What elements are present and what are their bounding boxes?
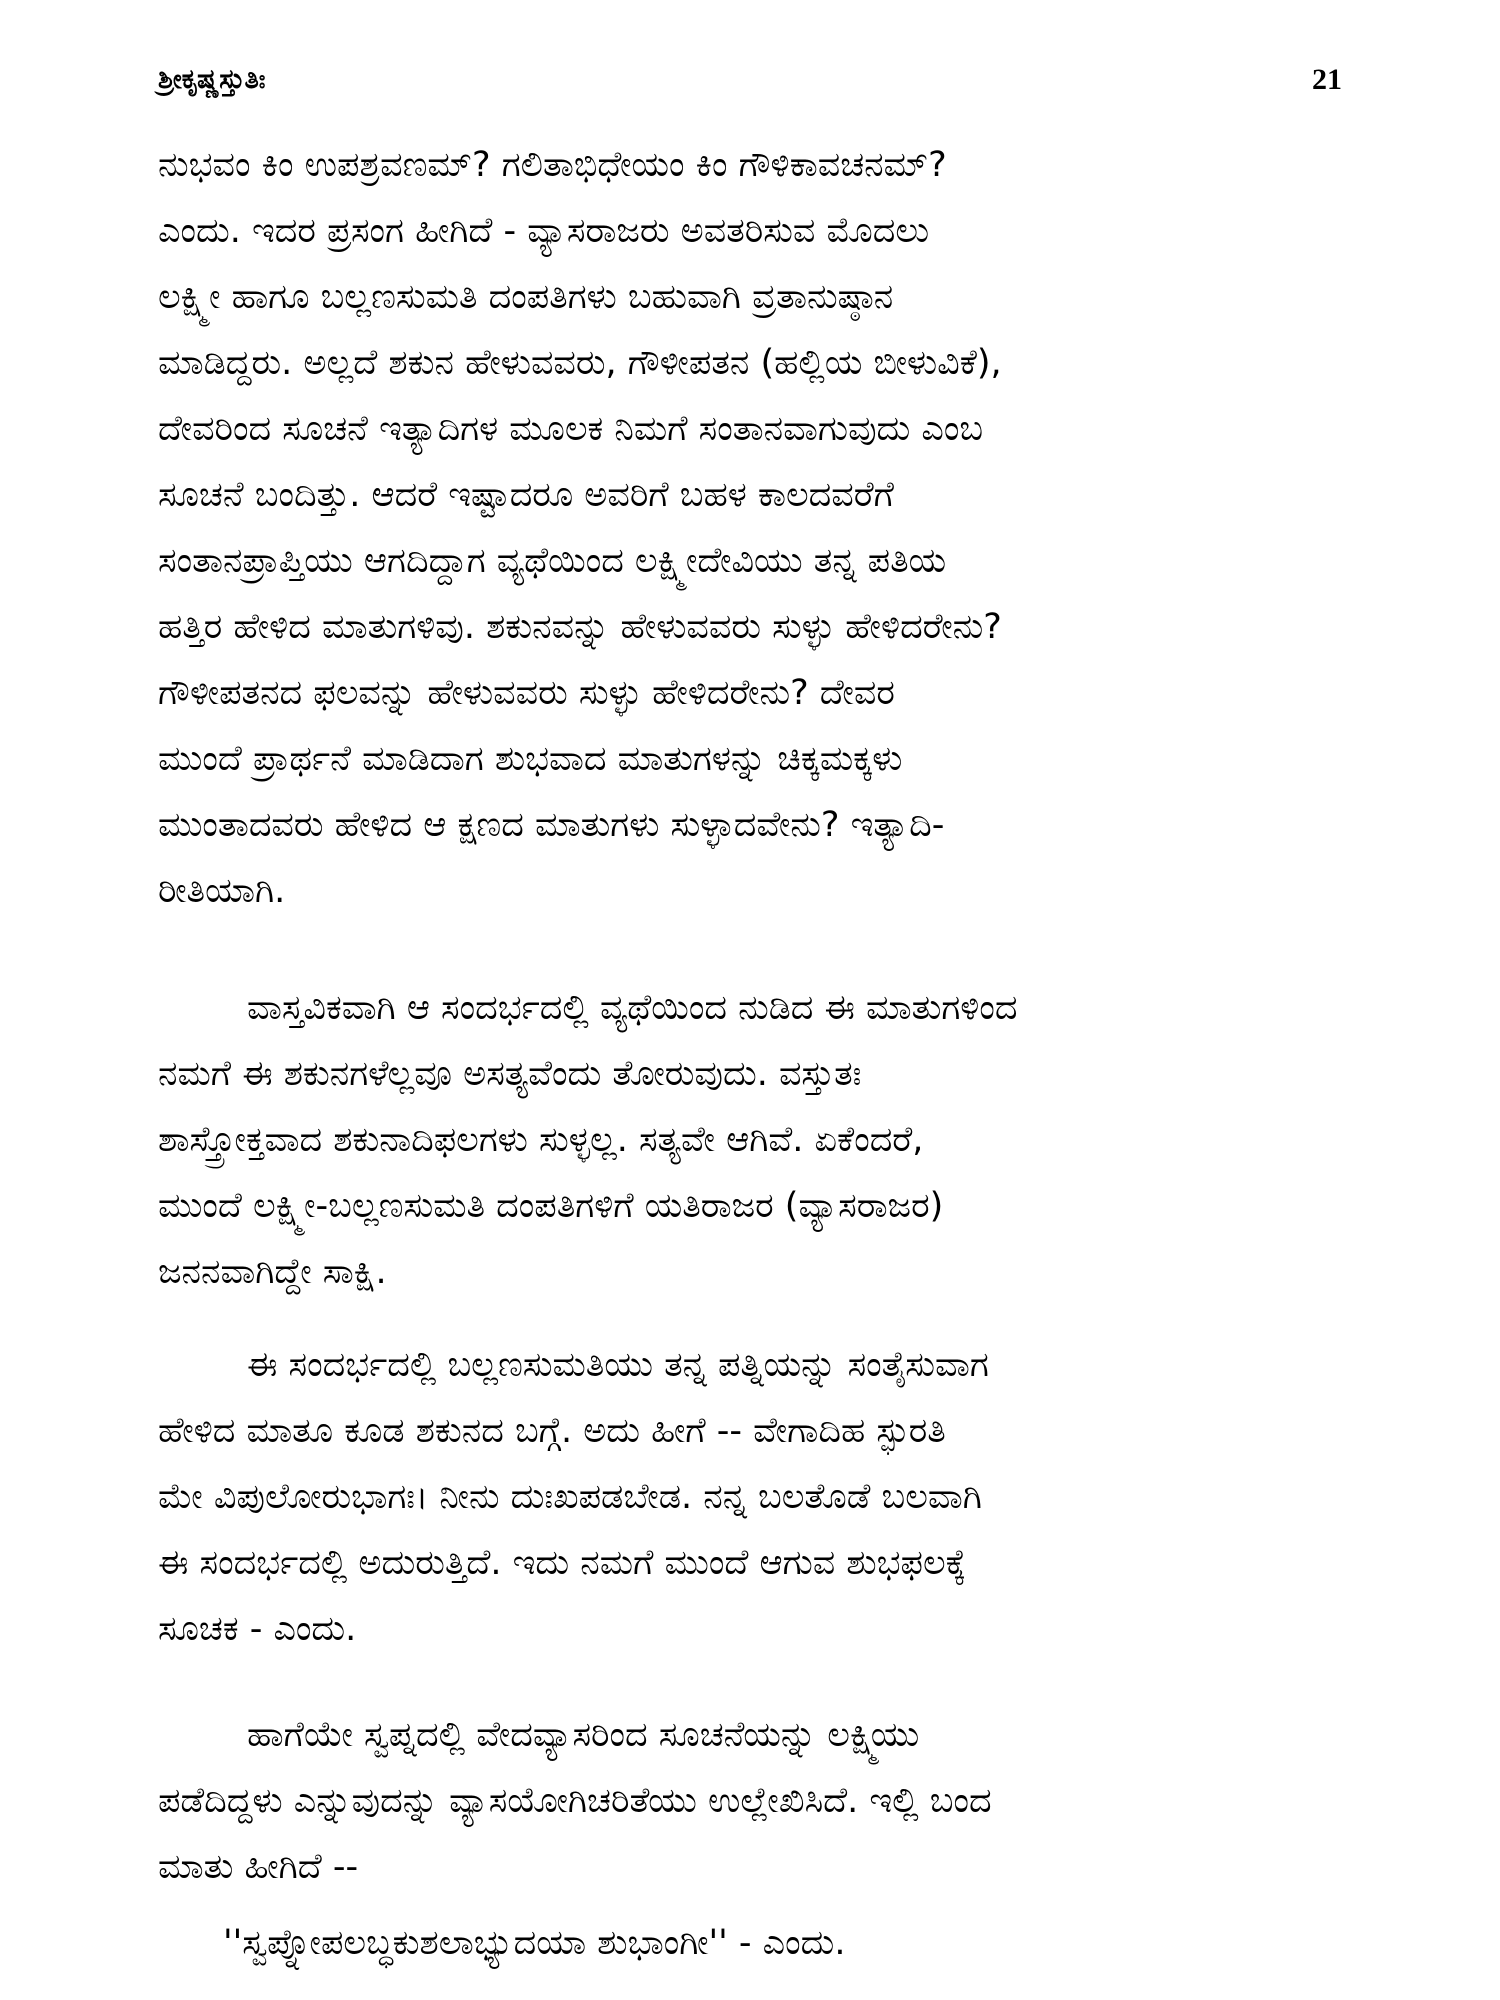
paragraph-3: ಈ ಸಂದರ್ಭದಲ್ಲಿ ಬಲ್ಲಣಸುಮತಿಯು ತನ್ನ ಪತ್ನಿಯನ್ನು ಸಂತೈಸುವಾಗ ಹೇಳಿದ ಮಾತೂ ಕೂಡ ಶಕುನದ ಬಗ್ಗೆ. ಅದು ಹೀಗೆ -- ವೇಗಾದಿಹ ಸ್ಫುರತಿ ಮೇ ವಿಪುಲೋರುಭಾಗಃ। ನೀನು ದುಃಖಪಡಬೇಡ. ನನ್ನ ಬಲತೊಡೆ ಬಲವಾಗಿ ಈ ಸಂದರ್ಭದಲ್ಲಿ ಅದುರುತ್ತಿದೆ. ಇದು ನಮಗೆ ಮುಂದೆ ಆಗುವ ಶುಭಫಲಕ್ಕೆ ಸೂಚಕ - ಎಂದು. — [158, 1345, 989, 1649]
paragraph-4: ಹಾಗೆಯೇ ಸ್ವಪ್ನದಲ್ಲಿ ವೇದವ್ಯಾಸರಿಂದ ಸೂಚನೆಯನ್ನು ಲಕ್ಷ್ಮಿಯು ಪಡೆದಿದ್ದಳು ಎನ್ನುವುದನ್ನು ವ್ಯಾಸಯೋಗಿಚರಿತೆಯು ಉಲ್ಲೇಖಿಸಿದೆ. ಇಲ್ಲಿ ಬಂದ ಮಾತು ಹೀಗಿದೆ -- — [158, 1715, 992, 1887]
running-title: ಶ್ರೀಕೃಷ್ಣಸ್ತುತಿಃ — [158, 64, 266, 95]
page-number: 21 — [1312, 63, 1342, 96]
page-header — [158, 55, 1342, 105]
paragraph-2: ವಾಸ್ತವಿಕವಾಗಿ ಆ ಸಂದರ್ಭದಲ್ಲಿ ವ್ಯಥೆಯಿಂದ ನುಡಿದ ಈ ಮಾತುಗಳಿಂದ ನಮಗೆ ಈ ಶಕುನಗಳೆಲ್ಲವೂ ಅಸತ್ಯವೆಂದು ತೋರುವುದು. ವಸ್ತುತಃ ಶಾಸ್ತ್ರೋಕ್ತವಾದ ಶಕುನಾದಿಫಲಗಳು ಸುಳ್ಳಲ್ಲ. ಸತ್ಯವೇ ಆಗಿವೆ. ಏಕೆಂದರೆ, ಮುಂದೆ ಲಕ್ಷ್ಮೀ-ಬಲ್ಲಣಸುಮತಿ ದಂಪತಿಗಳಿಗೆ ಯತಿರಾಜರ (ವ್ಯಾಸರಾಜರ) ಜನನವಾಗಿದ್ದೇ ಸಾಕ್ಷಿ. — [158, 988, 1018, 1292]
paragraph-1: ನುಭವಂ ಕಿಂ ಉಪಶ್ರವಣಮ್? ಗಲಿತಾಭಿಧೇಯಂ ಕಿಂ ಗೌಳಿಕಾವಚನಮ್? ಎಂದು. ಇದರ ಪ್ರಸಂಗ ಹೀಗಿದೆ - ವ್ಯಾಸರಾಜರು ಅವತರಿಸುವ ಮೊದಲು ಲಕ್ಷ್ಮೀ ಹಾಗೂ ಬಲ್ಲಣಸುಮತಿ ದಂಪತಿಗಳು ಬಹುವಾಗಿ ವ್ರತಾನುಷ್ಠಾನ ಮಾಡಿದ್ದರು. ಅಲ್ಲದೆ ಶಕುನ ಹೇಳುವವರು, ಗೌಳೀಪತನ (ಹಲ್ಲಿಯ ಬೀಳುವಿಕೆ), ದೇವರಿಂದ ಸೂಚನೆ ಇತ್ಯಾದಿಗಳ ಮೂಲಕ ನಿಮಗೆ ಸಂತಾನವಾಗುವುದು ಎಂಬ ಸೂಚನೆ ಬಂದಿತ್ತು. ಆದರೆ ಇಷ್ಟಾದರೂ ಅವರಿಗೆ ಬಹಳ ಕಾಲದವರೆಗೆ ಸಂತಾನಪ್ರಾಪ್ತಿಯು ಆಗದಿದ್ದಾಗ ವ್ಯಥೆಯಿಂದ ಲಕ್ಷ್ಮೀದೇವಿಯು ತನ್ನ ಪತಿಯ ಹತ್ತಿರ ಹೇಳಿದ ಮಾತುಗಳಿವು. ಶಕುನವನ್ನು ಹೇಳುವವರು ಸುಳ್ಳು ಹೇಳಿದರೇನು? ಗೌಳೀಪತನದ ಫಲವನ್ನು ಹೇಳುವವರು ಸುಳ್ಳು ಹೇಳಿದರೇನು? ದೇವರ ಮುಂದೆ ಪ್ರಾರ್ಥನೆ ಮಾಡಿದಾಗ ಶುಭವಾದ ಮಾತುಗಳನ್ನು ಚಿಕ್ಕಮಕ್ಕಳು ಮುಂತಾದವರು ಹೇಳಿದ ಆ ಕ್ಷಣದ ಮಾತುಗಳು ಸುಳ್ಳಾದವೇನು? ಇತ್ಯಾದಿ- ರೀತಿಯಾಗಿ. — [158, 145, 1002, 911]
quoted-verse: ''ಸ್ವಪ್ನೋಪಲಬ್ಧಕುಶಲಾಭ್ಯುದಯಾ ಶುಭಾಂಗೀ'' - ಎಂದು. — [223, 1923, 846, 1963]
